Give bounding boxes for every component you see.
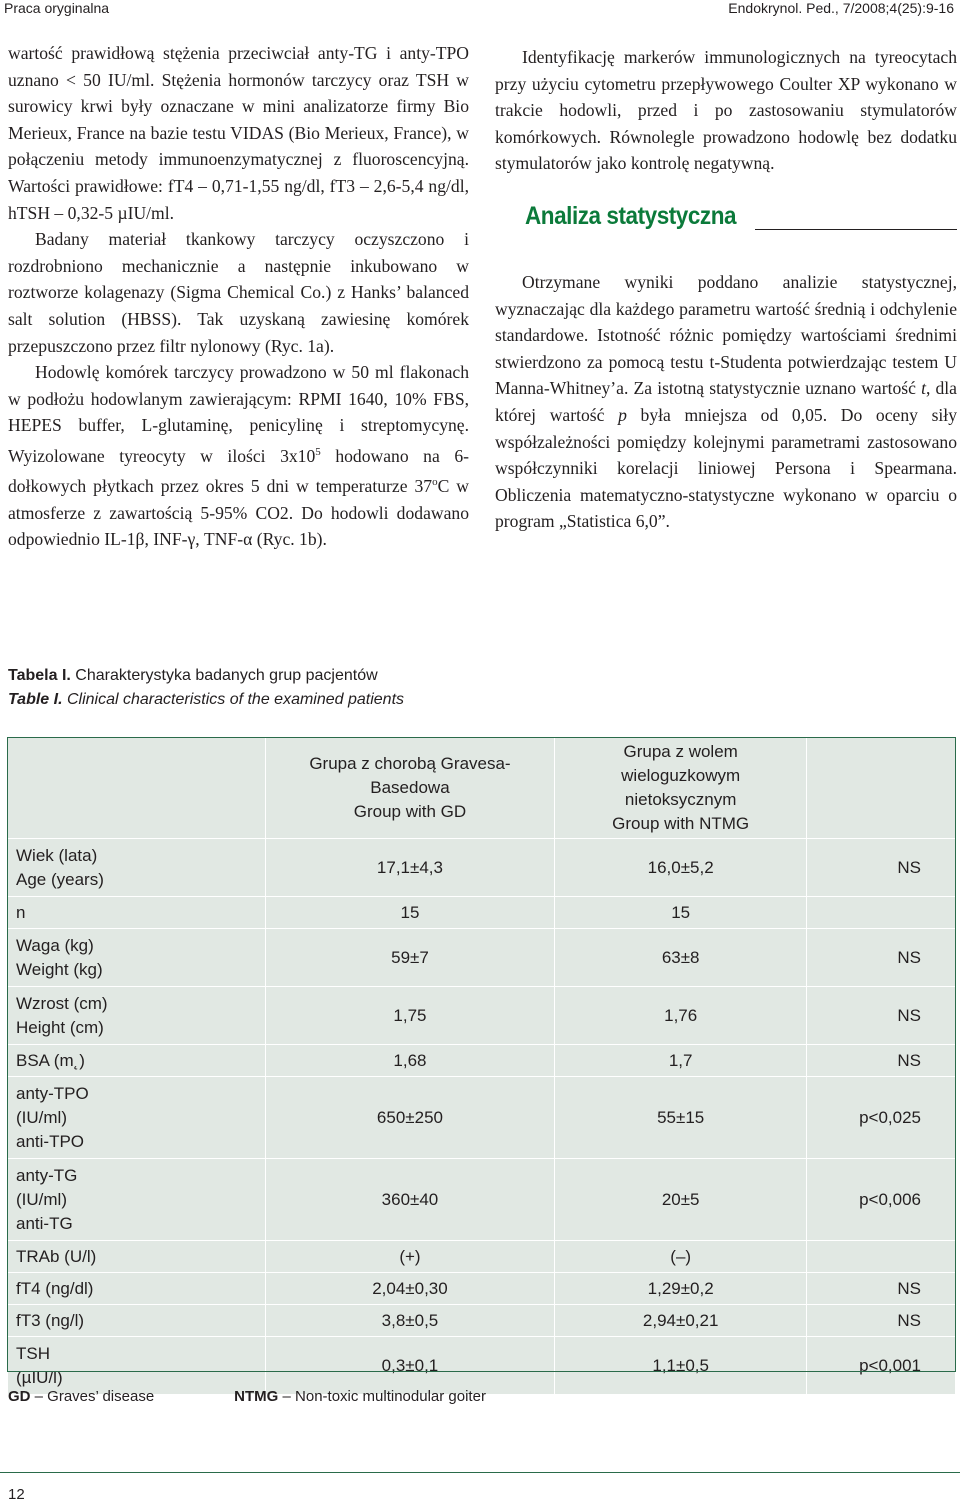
culture-text-c: C w atmosferze z zawartością 5-95% CO2. Do hodowli dodawano odpowiednio IL-1β, INF-γ, TNF-α (Ryc. 1b). [8, 476, 470, 550]
row-label-line: TSH [16, 1343, 50, 1363]
cell-ntmg: 2,94±0,21 [555, 1305, 807, 1337]
row-label-line: BSA (m˛) [16, 1050, 85, 1070]
table-row [8, 1159, 956, 1241]
row-label [8, 929, 266, 987]
row-label [8, 1273, 266, 1305]
section-heading: Analiza statystyczna [525, 201, 737, 230]
stats-var-p: p [618, 404, 627, 425]
header-empty-cell [8, 738, 266, 839]
header-gd-line: Grupa z chorobą Gravesa- [309, 754, 511, 773]
cell-gd: 17,1±4,3 [265, 839, 555, 897]
cell-gd: 0,3±0,1 [265, 1337, 555, 1395]
caption-pl-label: Tabela I. [8, 667, 71, 684]
cell-gd: 650±250 [265, 1077, 555, 1159]
row-label-line: anti-TG [16, 1213, 73, 1233]
row-label-line: (IU/ml) [16, 1107, 67, 1127]
table-row [8, 1273, 956, 1305]
cell-gd: 1,75 [265, 987, 555, 1045]
cell-ntmg: 15 [555, 897, 807, 929]
table-row [8, 1337, 956, 1395]
footnote-ntmg-text: – Non-toxic multinodular goiter [278, 1388, 486, 1405]
cell-ntmg: 55±15 [555, 1077, 807, 1159]
cell-ntmg: 1,7 [555, 1045, 807, 1077]
cell-ntmg: 1,76 [555, 987, 807, 1045]
cell-gd: (+) [265, 1241, 555, 1273]
stats-text-b: , dla której wartość [495, 378, 957, 425]
cell-p-value: p<0,006 [807, 1159, 956, 1241]
row-label-line: fT4 (ng/dl) [16, 1278, 94, 1298]
degree-sup: o [432, 476, 438, 489]
right-text-column [495, 44, 957, 535]
cell-gd: 15 [265, 897, 555, 929]
cell-ntmg: 20±5 [555, 1159, 807, 1241]
cell-p-value: NS [807, 839, 956, 897]
table-footnote [8, 1388, 486, 1405]
left-text-column [8, 40, 469, 553]
row-label-line: TRAb (U/l) [16, 1246, 97, 1266]
cell-p-value: NS [807, 1273, 956, 1305]
row-label-line: Wiek (lata) [16, 845, 98, 865]
stats-var-t: t [921, 378, 926, 399]
cell-p-value: NS [807, 1045, 956, 1077]
header-gd-line: Group with GD [353, 802, 467, 821]
table-row [8, 929, 956, 987]
patients-table [7, 737, 956, 1395]
bottom-rule [0, 1472, 960, 1473]
cell-gd: 360±40 [265, 1159, 555, 1241]
row-label [8, 1337, 266, 1395]
cell-gd: 3,8±0,5 [265, 1305, 555, 1337]
row-label [8, 1077, 266, 1159]
paragraph-assays: wartość prawidłową stężenia przeciwciał anty-TG i anty-TPO uznano < 50 IU/ml. Stężenia hormonów tarczycy oraz TSH w surowicy krwi były oznaczane w mini analizatorze firmy Bio Merieux, France na bazie testu VIDAS (Bio Merieux, France), w połączeniu metody immunoenzymatycznej z fluoroscencyjną. Wartości prawidłowe: fT4 – 0,71-1,55 ng/dl, fT3 – 2,6-5,4 ng/dl, hTSH – 0,32-5 µIU/ml. [8, 43, 469, 223]
running-header-left: Praca oryginalna [4, 0, 110, 16]
row-label-line: anti-TPO [16, 1131, 85, 1151]
running-header-right: Endokrynol. Ped., 7/2008;4(25):9-16 [728, 0, 954, 16]
table-row [8, 1241, 956, 1273]
row-label-line: anty-TG [16, 1165, 78, 1185]
paragraph-culture [8, 359, 469, 553]
cell-p-value [807, 897, 956, 929]
caption-en-text: Clinical characteristics of the examined patients [62, 691, 405, 708]
cell-gd: 59±7 [265, 929, 555, 987]
section-heading-block [495, 203, 957, 259]
row-label-line: (IU/ml) [16, 1189, 67, 1209]
header-gd [265, 738, 555, 839]
table-caption [8, 664, 404, 712]
cell-ntmg: (–) [555, 1241, 807, 1273]
footnote-gd-text: – Graves’ disease [30, 1388, 155, 1405]
row-label-line: Height (cm) [16, 1017, 104, 1037]
footnote-gd-abbr: GD [8, 1388, 31, 1405]
table-row [8, 1045, 956, 1077]
cell-gd: 1,68 [265, 1045, 555, 1077]
row-label-line: Weight (kg) [16, 959, 103, 979]
stats-text-c: była mniejsza od 0,05. Do oceny siły współzależności pomiędzy kolejnymi parametrami zastosowano współczynniki korelacji liniowej Persona i Spearmana. Obliczenia matematyczno-statystyczne wykonano w oparciu o program „Statistica 6,0”. [495, 404, 957, 532]
row-label-line: Wzrost (cm) [16, 993, 108, 1013]
paragraph-tissue-prep: Badany materiał tkankowy tarczycy oczyszczono i rozdrobniono mechanicznie a następnie inkubowano w roztworze kolagenazy (Sigma Chemical Co.) z Hanks’ balanced salt solution (HBSS). Tak uzyskaną zawiesinę komórek przepuszczono przez filtr nylonowy (Ryc. 1a). [8, 229, 469, 356]
row-label-line: n [16, 902, 26, 922]
table-row [8, 839, 956, 897]
row-label [8, 1159, 266, 1241]
culture-exponent: 5 [315, 445, 321, 458]
row-label-line: fT3 (ng/l) [16, 1310, 85, 1330]
header-p-empty [807, 738, 956, 839]
caption-en-label: Table I. [8, 691, 63, 708]
row-label-line: anty-TPO [16, 1083, 89, 1103]
cell-p-value: p<0,001 [807, 1337, 956, 1395]
cell-p-value: NS [807, 987, 956, 1045]
cell-p-value: NS [807, 1305, 956, 1337]
row-label [8, 1045, 266, 1077]
header-ntmg-line: Grupa z wolem wieloguzkowym [621, 742, 741, 785]
row-label [8, 839, 266, 897]
page-number: 12 [8, 1486, 25, 1503]
table-caption-pl [8, 664, 404, 688]
row-label-line: Waga (kg) [16, 935, 94, 955]
cell-ntmg: 63±8 [555, 929, 807, 987]
header-gd-line: Basedowa [370, 778, 450, 797]
header-ntmg-line: nietoksycznym [624, 790, 737, 809]
header-ntmg-line: Group with NTMG [612, 814, 750, 833]
table-caption-en [8, 688, 404, 712]
stats-text-a: Otrzymane wyniki poddano analizie statystycznej, wyznaczając dla każdego parametru wartość średnią i odchylenie standardowe. Istotność różnic pomiędzy wartościami średnimi stwierdzono za pomocą testu t-Studenta potwierdzając testem U Manna-Whitney’a. Za istotną statystycznie uznano wartość [495, 271, 957, 399]
culture-text-a: Hodowlę komórek tarczycy prowadzono w 50 ml flakonach w podłożu hodowlanym zawierającym: RPMI 1640, 10% FBS, HEPES buffer, L-glutaminę, penicylinę i streptomycynę. Wyizolowane tyreocyty w ilości 3x10 [8, 362, 469, 466]
cell-p-value: p<0,025 [807, 1077, 956, 1159]
cell-ntmg: 1,29±0,2 [555, 1273, 807, 1305]
footnote-ntmg-abbr: NTMG [234, 1388, 279, 1405]
section-heading-rule [755, 229, 957, 230]
row-label [8, 1305, 266, 1337]
table-row [8, 1305, 956, 1337]
table-row [8, 897, 956, 929]
cell-p-value: NS [807, 929, 956, 987]
cell-ntmg: 1,1±0,5 [555, 1337, 807, 1395]
cell-ntmg: 16,0±5,2 [555, 839, 807, 897]
paragraph-statistics [495, 269, 957, 535]
row-label-line: (µIU/l) [16, 1367, 63, 1387]
row-label [8, 897, 266, 929]
culture-text-b: hodowano na 6-dołkowych płytkach przez okres 5 dni w temperaturze 37 [8, 445, 469, 497]
caption-pl-text: Charakterystyka badanych grup pacjentów [70, 667, 378, 684]
cell-gd: 2,04±0,30 [265, 1273, 555, 1305]
table-row [8, 987, 956, 1045]
row-label [8, 987, 266, 1045]
row-label-line: Age (years) [16, 869, 104, 889]
cell-p-value [807, 1241, 956, 1273]
header-ntmg [555, 738, 807, 839]
table-row [8, 1077, 956, 1159]
table-header-row [8, 738, 956, 839]
paragraph-cytometry: Identyfikację markerów immunologicznych na tyreocytach przy użyciu cytometru przepływowego Coulter XP wykonano w trakcie hodowli, przed i po zastosowaniu stymulatorów komórkowych. Równolegle prowadzono hodowlę bez dodatku stymulatorów jako kontrolę negatywną. [495, 47, 957, 174]
row-label [8, 1241, 266, 1273]
